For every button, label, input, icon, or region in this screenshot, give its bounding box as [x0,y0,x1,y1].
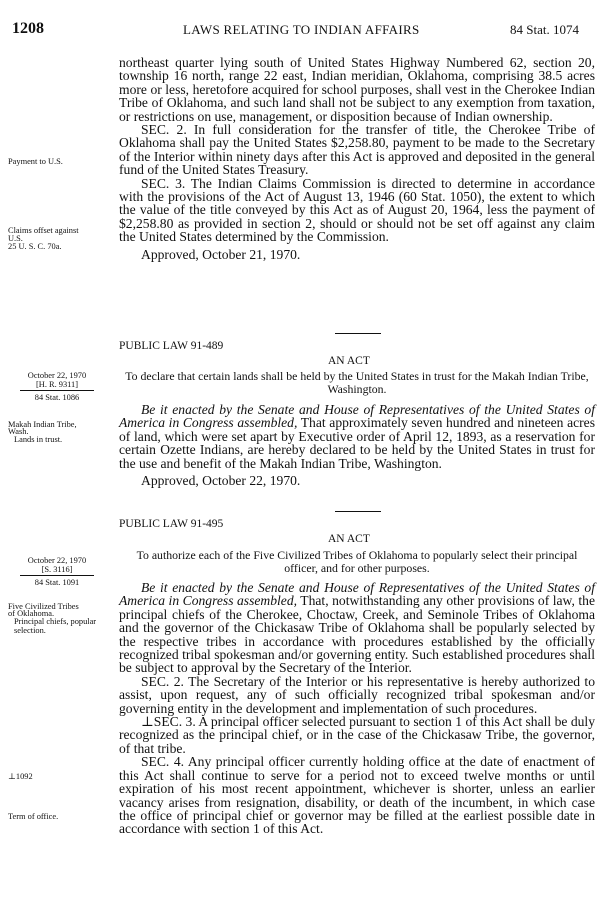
margin-note-line: of Oklahoma. [8,609,55,619]
margin-rule [20,390,94,391]
act-489-body [119,403,595,487]
public-law-heading: PUBLIC LAW 91-489 [119,340,224,352]
margin-date-block [12,371,102,403]
act-title: To declare that certain lands shall be held by the United States in trust for the Makah Indian Tribe, Washington. [125,369,589,396]
margin-note-term: Term of office. [8,812,59,821]
margin-note-line: Makah Indian Tribe, [8,420,77,429]
section-divider [335,511,381,512]
an-act-heading: AN ACT [328,355,370,367]
running-title: LAWS RELATING TO INDIAN AFFAIRS [183,22,420,37]
margin-note-five-tribes [8,602,110,636]
section-3-paragraph: ⊥SEC. 3. A principal officer selected pursuant to section 1 of this Act shall be duly recognized as the principal chief, or in the case of the Chickasaw Tribe, the governor, of that tribe. [119,714,595,756]
margin-stat: 84 Stat. 1086 [34,393,80,403]
margin-note-line: Five Civilized Tribes [8,602,79,611]
section-2-paragraph: SEC. 2. In full consideration for the transfer of title, the Cherokee Tribe of Oklahoma shall pay the United States $2,258.80, payment to be made to the Secretary of the Interior within ninety days after this Act is approved and deposited in the general fund of the United States Treasury. [119,122,595,178]
preceding-act-text [119,56,595,261]
enacting-text: That, notwithstanding any other provisions of law, the principal chiefs of the Cherokee, Choctaw, Creek, and Seminole Tribes of Oklahoma and the governor of the Chickasaw Tribe of Oklahoma shall be popularly selected by the respective tribes in accordance with procedures established by the officially recognized tribal spokesman and/or governing entity. Such established procedures shall be subject to approval by the Secretary of the Interior. [119,593,595,676]
approval-date: Approved, October 22, 1970. [141,473,301,489]
page-number: 1208 [12,20,44,37]
margin-page-marker: ⊥1092 [8,772,33,781]
margin-note-line: Claims offset against [8,226,79,235]
act-495-body [119,581,595,836]
margin-date: October 22, 1970 [27,371,87,380]
margin-note-line: U.S. [8,234,23,244]
approval-date: Approved, October 21, 1970. [141,246,301,262]
margin-date-block [12,556,102,588]
margin-note-line: 25 U. S. C. 70a. [8,242,62,252]
enacting-text: That approximately seven hundred and nineteen acres of land, which were set apart by Executive order of April 12, 1893, as a reservation for certain Ozette Indians, are hereby declared to be held by the United States in trust for the use and benefit of the Makah Indian Tribe, Washington. [119,415,595,471]
margin-note-payment: Payment to U.S. [8,157,63,166]
margin-date: October 22, 1970 [27,556,87,565]
enacting-paragraph [119,403,595,470]
margin-note-line: Wash. [8,427,29,437]
continuation-paragraph: northeast quarter lying south of United States Highway Numbered 62, section 20, township 16 north, range 22 east, Indian meridian, Oklahoma, comprising 38.5 acres more or less, heretofore acquired for school purposes, shall vest in the Cherokee Indian Tribe of Oklahoma, and such land shall not be subject to any exemption from taxation, or restrictions on use, management, or disposition because of Indian ownership. [119,55,595,124]
margin-note-claims [8,226,110,251]
margin-bill: [S. 3116] [41,565,73,575]
act-title: To authorize each of the Five Civilized Tribes of Oklahoma to popularly select their principal officer, and for other purposes. [136,548,578,575]
margin-note-makah [8,420,110,444]
enacting-paragraph [119,581,595,675]
margin-note-line: Lands in trust. [14,435,63,445]
margin-note-line: Principal chiefs, popular selection. [14,617,97,636]
stat-reference: 84 Stat. 1074 [510,22,579,37]
margin-bill: [H. R. 9311] [35,380,79,390]
enacting-clause: Be it enacted by the Senate and House of Representatives of the United States of America in Congress assembled, [119,402,595,431]
margin-stat: 84 Stat. 1091 [34,578,80,588]
section-3-paragraph: SEC. 3. The Indian Claims Commission is directed to determine in accordance with the provisions of the Act of August 13, 1946 (60 Stat. 1050), the extent to which the value of the title conveyed by this Act as of August 20, 1964, less the payment of $2,258.80 as provided in section 2, should or should not be set off against any claim the United States determined by the Commission. [119,175,595,245]
margin-rule [20,575,94,576]
section-4-paragraph: SEC. 4. Any principal officer currently holding office at the date of enactment of this Act shall continue to serve for a period not to exceed twelve months or until expiration of his most recent appointment, whichever is shorter, unless an earlier vacancy arises from resignation, disability, or death of the incumbent, in which case the office of principal chief or governor may be filled at the earliest possible date in accordance with section 1 of this Act. [119,754,595,837]
section-2-paragraph: SEC. 2. The Secretary of the Interior or his representative is hereby authorized to assist, upon request, any of such officially recognized tribal spokesman and/or governing entity in the development and implementation of such procedures. [119,673,595,716]
public-law-heading: PUBLIC LAW 91-495 [119,518,224,530]
enacting-clause: Be it enacted by the Senate and House of Representatives of the United States of America in Congress assembled, [119,580,595,609]
an-act-heading: AN ACT [328,533,370,545]
section-divider [335,333,381,334]
